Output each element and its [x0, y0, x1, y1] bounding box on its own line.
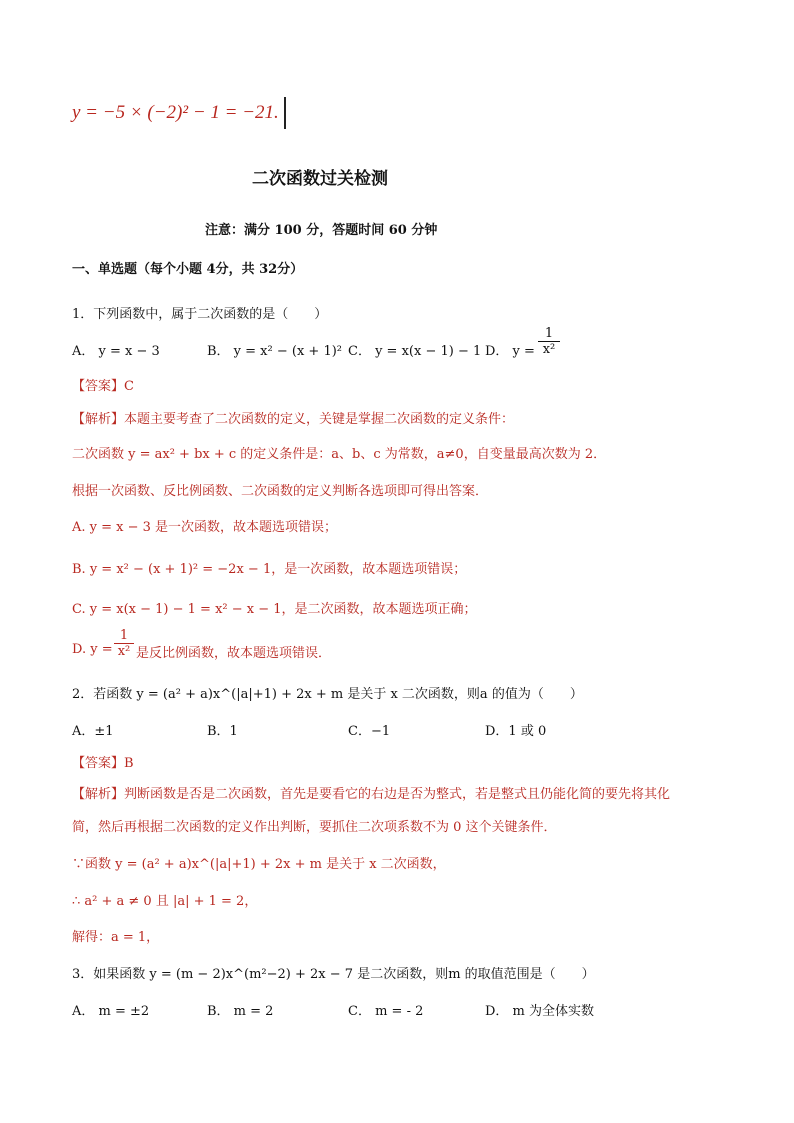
fraction-numerator: 1: [119, 628, 129, 643]
q3-option-c: C． m = - 2: [348, 1004, 424, 1019]
q1-analysis-line: C. y = x(x − 1) − 1 = x² − x − 1，是二次函数，故本题选项正确；: [72, 602, 477, 617]
q2-answer: 【答案】B: [72, 756, 134, 771]
q2-analysis-line: 解得：a = 1，: [72, 930, 160, 945]
top-formula: y = −5 × (−2)² − 1 = −21.: [72, 102, 279, 123]
q1-analysis-line: A. y = x − 3 是一次函数，故本题选项错误；: [72, 520, 338, 535]
q2-analysis-line: ∴ a² + a ≠ 0 且 |a| + 1 = 2，: [72, 894, 258, 909]
fraction-denominator: x²: [114, 643, 134, 659]
q1-analysis-d-prefix: D. y =: [72, 642, 113, 657]
q1-analysis-line: B. y = x² − (x + 1)² = −2x − 1，是一次函数，故本题选项错误；: [72, 562, 467, 577]
fraction-denominator: x²: [538, 341, 560, 357]
q2-option-a: A．±1: [72, 724, 114, 739]
q1-stem: 1．下列函数中，属于二次函数的是（ ）: [72, 307, 328, 322]
q1-analysis-line: 二次函数 y = ax² + bx + c 的定义条件是：a、b、c 为常数，a≠0，自变量最高次数为 2．: [72, 447, 607, 462]
q1-analysis-line: 是反比例函数，故本题选项错误．: [136, 646, 332, 661]
q1-option-d-fraction: [538, 326, 560, 357]
q3-option-a: A． m = ±2: [72, 1004, 150, 1019]
q1-analysis-line: 【解析】本题主要考查了二次函数的定义，关键是掌握二次函数的定义条件：: [72, 412, 515, 427]
q3-option-d: D． m 为全体实数: [485, 1004, 595, 1019]
q2-analysis-line: 【解析】判断函数是否是二次函数，首先是要看它的右边是否为整式，若是整式且仍能化简的要先将其化: [72, 787, 671, 802]
q1-answer: 【答案】C: [72, 379, 134, 394]
exam-note: 注意：满分 100 分，答题时间 60 分钟: [205, 223, 438, 238]
q2-stem: 2．若函数 y = (a² + a)x^(|a|+1) + 2x + m 是关于 x 二次函数，则a 的值为（ ）: [72, 687, 583, 702]
q1-analysis-d-fraction: [114, 628, 134, 659]
q3-option-b: B． m = 2: [207, 1004, 274, 1019]
q2-option-d: D．1 或 0: [485, 724, 547, 739]
q1-option-a: A． y = x − 3: [72, 344, 160, 359]
fraction-numerator: 1: [544, 326, 554, 341]
page-title: 二次函数过关检测: [252, 169, 388, 189]
q1-option-d: D． y =: [485, 344, 535, 359]
q2-analysis-line: 简，然后再根据二次函数的定义作出判断，要抓住二次项系数不为 0 这个关键条件．: [72, 820, 557, 835]
q2-analysis-line: ∵函数 y = (a² + a)x^(|a|+1) + 2x + m 是关于 x 二次函数，: [72, 857, 446, 872]
q3-stem: 3．如果函数 y = (m − 2)x^(m²−2) + 2x − 7 是二次函数，则m 的取值范围是（ ）: [72, 967, 595, 982]
section-heading: 一、单选题（每个小题 4分，共 32分）: [72, 262, 304, 277]
q1-analysis-line: 根据一次函数、反比例函数、二次函数的定义判断各选项即可得出答案．: [72, 484, 489, 499]
q2-option-c: C．−1: [348, 724, 391, 739]
q1-option-c: C． y = x(x − 1) − 1: [348, 344, 482, 359]
text-cursor: [284, 97, 286, 129]
q1-option-b: B． y = x² − (x + 1)²: [207, 344, 343, 359]
q2-option-b: B．1: [207, 724, 238, 739]
